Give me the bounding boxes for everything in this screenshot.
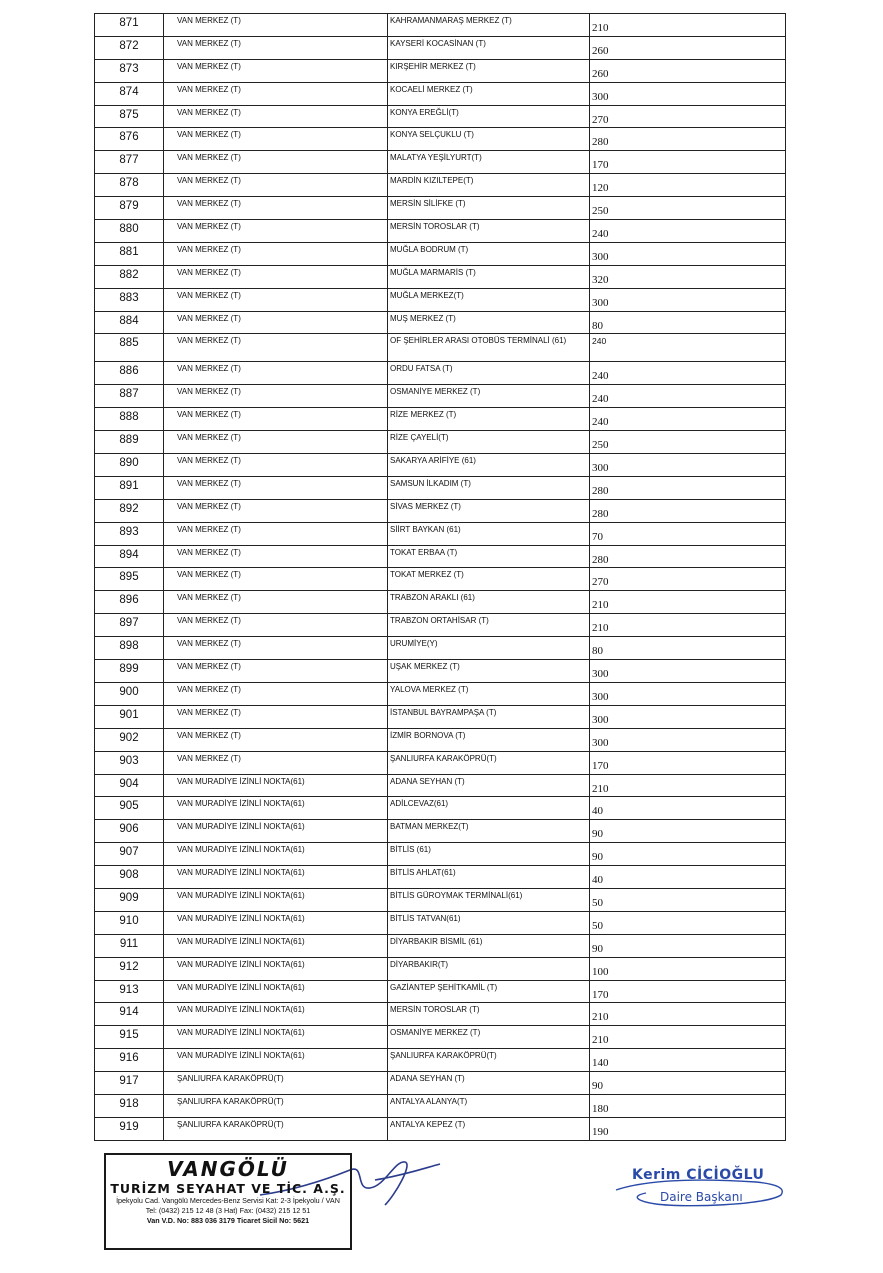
origin-cell: VAN MURADİYE İZİNLİ NOKTA(61) xyxy=(164,1003,388,1026)
table-row xyxy=(95,311,786,334)
destination-cell: KOCAELİ MERKEZ (T) xyxy=(388,82,590,105)
price-cell: 240 xyxy=(590,408,786,431)
route-table xyxy=(94,13,786,1141)
row-number: 911 xyxy=(95,934,164,957)
price-cell: 50 xyxy=(590,888,786,911)
price-cell: 300 xyxy=(590,705,786,728)
row-number: 897 xyxy=(95,614,164,637)
origin-cell: VAN MURADİYE İZİNLİ NOKTA(61) xyxy=(164,774,388,797)
destination-cell: İZMİR BORNOVA (T) xyxy=(388,728,590,751)
row-number: 883 xyxy=(95,288,164,311)
price-cell: 170 xyxy=(590,751,786,774)
origin-cell: VAN MERKEZ (T) xyxy=(164,705,388,728)
row-number: 879 xyxy=(95,197,164,220)
stamp-phone: Tel: (0432) 215 12 48 (3 Hat) Fax: (0432) 215 12 51 xyxy=(145,1206,311,1215)
stamp-company: TURİZM SEYAHAT VE TİC. A.Ş. xyxy=(110,1181,346,1196)
origin-cell: VAN MERKEZ (T) xyxy=(164,334,388,362)
price-cell: 140 xyxy=(590,1049,786,1072)
row-number: 889 xyxy=(95,431,164,454)
price-cell: 180 xyxy=(590,1094,786,1117)
destination-cell: BİTLİS AHLAT(61) xyxy=(388,866,590,889)
row-number: 901 xyxy=(95,705,164,728)
destination-cell: MARDİN KIZILTEPE(T) xyxy=(388,174,590,197)
destination-cell: BİTLİS (61) xyxy=(388,843,590,866)
origin-cell: VAN MURADİYE İZİNLİ NOKTA(61) xyxy=(164,1026,388,1049)
destination-cell: KONYA SELÇUKLU (T) xyxy=(388,128,590,151)
table-row xyxy=(95,1049,786,1072)
price-cell: 300 xyxy=(590,288,786,311)
price-cell: 240 xyxy=(590,385,786,408)
price-cell: 50 xyxy=(590,911,786,934)
destination-cell: ORDU FATSA (T) xyxy=(388,362,590,385)
price-cell: 190 xyxy=(590,1117,786,1140)
row-number: 888 xyxy=(95,408,164,431)
table-row xyxy=(95,1003,786,1026)
table-row xyxy=(95,934,786,957)
origin-cell: VAN MURADİYE İZİNLİ NOKTA(61) xyxy=(164,1049,388,1072)
origin-cell: VAN MERKEZ (T) xyxy=(164,499,388,522)
destination-cell: ADANA SEYHAN (T) xyxy=(388,1072,590,1095)
origin-cell: VAN MERKEZ (T) xyxy=(164,751,388,774)
origin-cell: VAN MERKEZ (T) xyxy=(164,151,388,174)
destination-cell: TRABZON ORTAHİSAR (T) xyxy=(388,614,590,637)
row-number: 915 xyxy=(95,1026,164,1049)
origin-cell: VAN MERKEZ (T) xyxy=(164,197,388,220)
origin-cell: VAN MERKEZ (T) xyxy=(164,682,388,705)
stamp-brand: VANGÖLÜ xyxy=(167,1157,289,1181)
price-cell: 260 xyxy=(590,36,786,59)
row-number: 881 xyxy=(95,242,164,265)
row-number: 874 xyxy=(95,82,164,105)
price-cell: 280 xyxy=(590,476,786,499)
row-number: 909 xyxy=(95,888,164,911)
row-number: 902 xyxy=(95,728,164,751)
origin-cell: VAN MERKEZ (T) xyxy=(164,105,388,128)
destination-cell: TOKAT MERKEZ (T) xyxy=(388,568,590,591)
table-row xyxy=(95,128,786,151)
price-cell: 40 xyxy=(590,866,786,889)
row-number: 919 xyxy=(95,1117,164,1140)
table-row xyxy=(95,957,786,980)
price-cell: 270 xyxy=(590,105,786,128)
row-number: 878 xyxy=(95,174,164,197)
table-row xyxy=(95,660,786,683)
official-title: Daire Başkanı xyxy=(660,1190,743,1204)
origin-cell: VAN MERKEZ (T) xyxy=(164,59,388,82)
origin-cell: VAN MURADİYE İZİNLİ NOKTA(61) xyxy=(164,820,388,843)
origin-cell: VAN MERKEZ (T) xyxy=(164,454,388,477)
table-row xyxy=(95,476,786,499)
origin-cell: VAN MURADİYE İZİNLİ NOKTA(61) xyxy=(164,888,388,911)
price-cell: 210 xyxy=(590,1003,786,1026)
destination-cell: KAYSERİ KOCASİNAN (T) xyxy=(388,36,590,59)
destination-cell: MALATYA YEŞİLYURT(T) xyxy=(388,151,590,174)
origin-cell: ŞANLIURFA KARAKÖPRÜ(T) xyxy=(164,1072,388,1095)
destination-cell: MERSİN SİLİFKE (T) xyxy=(388,197,590,220)
row-number: 877 xyxy=(95,151,164,174)
route-table-body xyxy=(95,14,786,1141)
destination-cell: ANTALYA ALANYA(T) xyxy=(388,1094,590,1117)
origin-cell: VAN MERKEZ (T) xyxy=(164,82,388,105)
table-row xyxy=(95,545,786,568)
table-row xyxy=(95,1117,786,1140)
table-row xyxy=(95,591,786,614)
price-cell: 90 xyxy=(590,843,786,866)
table-row xyxy=(95,637,786,660)
origin-cell: VAN MERKEZ (T) xyxy=(164,311,388,334)
row-number: 885 xyxy=(95,334,164,362)
origin-cell: VAN MURADİYE İZİNLİ NOKTA(61) xyxy=(164,934,388,957)
table-row xyxy=(95,36,786,59)
price-cell: 300 xyxy=(590,728,786,751)
price-cell: 90 xyxy=(590,820,786,843)
destination-cell: RİZE ÇAYELİ(T) xyxy=(388,431,590,454)
price-cell: 90 xyxy=(590,934,786,957)
price-cell: 300 xyxy=(590,242,786,265)
table-row xyxy=(95,682,786,705)
row-number: 880 xyxy=(95,220,164,243)
price-cell: 300 xyxy=(590,82,786,105)
price-cell: 240 xyxy=(590,334,786,362)
destination-cell: TOKAT ERBAA (T) xyxy=(388,545,590,568)
destination-cell: KAHRAMANMARAŞ MERKEZ (T) xyxy=(388,14,590,37)
origin-cell: VAN MURADİYE İZİNLİ NOKTA(61) xyxy=(164,866,388,889)
table-row xyxy=(95,774,786,797)
destination-cell: BATMAN MERKEZ(T) xyxy=(388,820,590,843)
row-number: 875 xyxy=(95,105,164,128)
row-number: 892 xyxy=(95,499,164,522)
price-cell: 240 xyxy=(590,220,786,243)
table-row xyxy=(95,431,786,454)
origin-cell: VAN MERKEZ (T) xyxy=(164,568,388,591)
row-number: 896 xyxy=(95,591,164,614)
table-row xyxy=(95,499,786,522)
row-number: 899 xyxy=(95,660,164,683)
row-number: 900 xyxy=(95,682,164,705)
table-row xyxy=(95,334,786,362)
destination-cell: MUŞ MERKEZ (T) xyxy=(388,311,590,334)
origin-cell: VAN MURADİYE İZİNLİ NOKTA(61) xyxy=(164,911,388,934)
price-cell: 280 xyxy=(590,545,786,568)
origin-cell: VAN MERKEZ (T) xyxy=(164,545,388,568)
table-row xyxy=(95,174,786,197)
table-row xyxy=(95,888,786,911)
row-number: 908 xyxy=(95,866,164,889)
row-number: 910 xyxy=(95,911,164,934)
destination-cell: MUĞLA MARMARİS (T) xyxy=(388,265,590,288)
destination-cell: ŞANLIURFA KARAKÖPRÜ(T) xyxy=(388,1049,590,1072)
row-number: 916 xyxy=(95,1049,164,1072)
origin-cell: VAN MERKEZ (T) xyxy=(164,660,388,683)
price-cell: 240 xyxy=(590,362,786,385)
table-row xyxy=(95,385,786,408)
table-row xyxy=(95,705,786,728)
table-row xyxy=(95,980,786,1003)
table-row xyxy=(95,522,786,545)
destination-cell: GAZİANTEP ŞEHİTKAMİL (T) xyxy=(388,980,590,1003)
origin-cell: VAN MURADİYE İZİNLİ NOKTA(61) xyxy=(164,957,388,980)
price-cell: 280 xyxy=(590,128,786,151)
price-cell: 300 xyxy=(590,454,786,477)
price-cell: 320 xyxy=(590,265,786,288)
origin-cell: VAN MERKEZ (T) xyxy=(164,220,388,243)
destination-cell: TRABZON ARAKLI (61) xyxy=(388,591,590,614)
row-number: 907 xyxy=(95,843,164,866)
table-row xyxy=(95,751,786,774)
origin-cell: VAN MERKEZ (T) xyxy=(164,14,388,37)
row-number: 882 xyxy=(95,265,164,288)
price-cell: 90 xyxy=(590,1072,786,1095)
price-cell: 250 xyxy=(590,431,786,454)
origin-cell: VAN MERKEZ (T) xyxy=(164,614,388,637)
destination-cell: MUĞLA MERKEZ(T) xyxy=(388,288,590,311)
official-name: Kerim CİCİOĞLU xyxy=(632,1167,765,1183)
row-number: 873 xyxy=(95,59,164,82)
table-row xyxy=(95,1026,786,1049)
price-cell: 210 xyxy=(590,774,786,797)
stamp-tax: Van V.D. No: 883 036 3179 Ticaret Sicil No: 5621 xyxy=(146,1216,310,1225)
destination-cell: SAKARYA ARİFİYE (61) xyxy=(388,454,590,477)
row-number: 872 xyxy=(95,36,164,59)
price-cell: 170 xyxy=(590,980,786,1003)
origin-cell: VAN MERKEZ (T) xyxy=(164,36,388,59)
price-cell: 270 xyxy=(590,568,786,591)
destination-cell: SİİRT BAYKAN (61) xyxy=(388,522,590,545)
origin-cell: VAN MERKEZ (T) xyxy=(164,128,388,151)
destination-cell: KIRŞEHİR MERKEZ (T) xyxy=(388,59,590,82)
table-row xyxy=(95,843,786,866)
table-row xyxy=(95,568,786,591)
price-cell: 280 xyxy=(590,499,786,522)
destination-cell: ŞANLIURFA KARAKÖPRÜ(T) xyxy=(388,751,590,774)
origin-cell: VAN MERKEZ (T) xyxy=(164,728,388,751)
origin-cell: VAN MERKEZ (T) xyxy=(164,408,388,431)
table-row xyxy=(95,14,786,37)
destination-cell: URUMİYE(Y) xyxy=(388,637,590,660)
company-stamp xyxy=(104,1153,352,1250)
price-cell: 70 xyxy=(590,522,786,545)
origin-cell: ŞANLIURFA KARAKÖPRÜ(T) xyxy=(164,1094,388,1117)
origin-cell: VAN MERKEZ (T) xyxy=(164,265,388,288)
price-cell: 250 xyxy=(590,197,786,220)
origin-cell: VAN MERKEZ (T) xyxy=(164,591,388,614)
destination-cell: ANTALYA KEPEZ (T) xyxy=(388,1117,590,1140)
destination-cell: SAMSUN İLKADIM (T) xyxy=(388,476,590,499)
destination-cell: UŞAK MERKEZ (T) xyxy=(388,660,590,683)
row-number: 917 xyxy=(95,1072,164,1095)
row-number: 884 xyxy=(95,311,164,334)
table-row xyxy=(95,151,786,174)
price-cell: 210 xyxy=(590,614,786,637)
table-row xyxy=(95,797,786,820)
row-number: 898 xyxy=(95,637,164,660)
price-cell: 40 xyxy=(590,797,786,820)
row-number: 887 xyxy=(95,385,164,408)
row-number: 913 xyxy=(95,980,164,1003)
origin-cell: VAN MURADİYE İZİNLİ NOKTA(61) xyxy=(164,797,388,820)
price-cell: 210 xyxy=(590,14,786,37)
destination-cell: YALOVA MERKEZ (T) xyxy=(388,682,590,705)
row-number: 893 xyxy=(95,522,164,545)
origin-cell: VAN MERKEZ (T) xyxy=(164,362,388,385)
destination-cell: MUĞLA BODRUM (T) xyxy=(388,242,590,265)
row-number: 871 xyxy=(95,14,164,37)
row-number: 905 xyxy=(95,797,164,820)
price-cell: 260 xyxy=(590,59,786,82)
destination-cell: OSMANİYE MERKEZ (T) xyxy=(388,385,590,408)
origin-cell: VAN MERKEZ (T) xyxy=(164,522,388,545)
table-row xyxy=(95,59,786,82)
row-number: 886 xyxy=(95,362,164,385)
table-row xyxy=(95,242,786,265)
destination-cell: ADİLCEVAZ(61) xyxy=(388,797,590,820)
destination-cell: OF ŞEHİRLER ARASI OTOBÜS TERMİNALİ (61) xyxy=(388,334,590,362)
destination-cell: DİYARBAKIR(T) xyxy=(388,957,590,980)
price-cell: 210 xyxy=(590,591,786,614)
table-row xyxy=(95,728,786,751)
destination-cell: İSTANBUL BAYRAMPAŞA (T) xyxy=(388,705,590,728)
origin-cell: VAN MURADİYE İZİNLİ NOKTA(61) xyxy=(164,980,388,1003)
price-cell: 300 xyxy=(590,682,786,705)
table-row xyxy=(95,820,786,843)
origin-cell: VAN MERKEZ (T) xyxy=(164,476,388,499)
stamp-address: İpekyolu Cad. Vangölü Mercedes-Benz Servisi Kat: 2-3 İpekyolu / VAN xyxy=(116,1196,340,1205)
destination-cell: DİYARBAKIR BİSMİL (61) xyxy=(388,934,590,957)
table-row xyxy=(95,265,786,288)
row-number: 912 xyxy=(95,957,164,980)
row-number: 918 xyxy=(95,1094,164,1117)
row-number: 914 xyxy=(95,1003,164,1026)
destination-cell: SİVAS MERKEZ (T) xyxy=(388,499,590,522)
price-cell: 80 xyxy=(590,311,786,334)
destination-cell: RİZE MERKEZ (T) xyxy=(388,408,590,431)
price-cell: 170 xyxy=(590,151,786,174)
destination-cell: OSMANİYE MERKEZ (T) xyxy=(388,1026,590,1049)
row-number: 903 xyxy=(95,751,164,774)
table-row xyxy=(95,866,786,889)
table-row xyxy=(95,288,786,311)
origin-cell: VAN MERKEZ (T) xyxy=(164,288,388,311)
origin-cell: VAN MERKEZ (T) xyxy=(164,385,388,408)
row-number: 904 xyxy=(95,774,164,797)
table-row xyxy=(95,911,786,934)
price-cell: 120 xyxy=(590,174,786,197)
table-row xyxy=(95,82,786,105)
table-row xyxy=(95,614,786,637)
price-cell: 300 xyxy=(590,660,786,683)
row-number: 890 xyxy=(95,454,164,477)
origin-cell: VAN MERKEZ (T) xyxy=(164,637,388,660)
row-number: 906 xyxy=(95,820,164,843)
table-row xyxy=(95,105,786,128)
origin-cell: ŞANLIURFA KARAKÖPRÜ(T) xyxy=(164,1117,388,1140)
destination-cell: KONYA EREĞLİ(T) xyxy=(388,105,590,128)
destination-cell: BİTLİS TATVAN(61) xyxy=(388,911,590,934)
destination-cell: MERSİN TOROSLAR (T) xyxy=(388,1003,590,1026)
table-row xyxy=(95,1072,786,1095)
price-cell: 100 xyxy=(590,957,786,980)
table-row xyxy=(95,1094,786,1117)
table-row xyxy=(95,220,786,243)
row-number: 891 xyxy=(95,476,164,499)
row-number: 895 xyxy=(95,568,164,591)
table-row xyxy=(95,362,786,385)
origin-cell: VAN MERKEZ (T) xyxy=(164,174,388,197)
destination-cell: ADANA SEYHAN (T) xyxy=(388,774,590,797)
origin-cell: VAN MERKEZ (T) xyxy=(164,242,388,265)
price-cell: 80 xyxy=(590,637,786,660)
destination-cell: BİTLİS GÜROYMAK TERMİNALİ(61) xyxy=(388,888,590,911)
row-number: 876 xyxy=(95,128,164,151)
table-row xyxy=(95,408,786,431)
table-row xyxy=(95,454,786,477)
table-row xyxy=(95,197,786,220)
origin-cell: VAN MURADİYE İZİNLİ NOKTA(61) xyxy=(164,843,388,866)
price-cell: 210 xyxy=(590,1026,786,1049)
destination-cell: MERSİN TOROSLAR (T) xyxy=(388,220,590,243)
row-number: 894 xyxy=(95,545,164,568)
origin-cell: VAN MERKEZ (T) xyxy=(164,431,388,454)
